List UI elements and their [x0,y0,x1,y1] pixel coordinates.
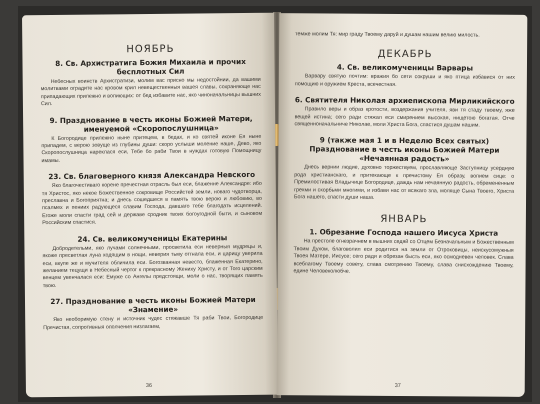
section-heading: 24. Св. великомученицы Екатерины [77,232,228,244]
right-page-content [293,23,516,389]
section-heading: 9 (также мая 1 и в Неделю Всех святых) Празднование в честь иконы Божией Матери «Нечаянная радость» [309,135,500,164]
left-page [22,13,278,398]
right-page [277,13,528,397]
month-heading: ЯНВАРЬ [380,214,428,226]
section-heading: 27. Празднование в честь иконы Божией Матери «Знамение» [50,295,256,315]
troparion-text: Варвару святую почтим: вражия бо сети сокруши и яко птица избавися от них помощию и оружием Креста, всечестная. [294,73,515,88]
troparion-text: На престоле огнезрачнем в вышних седяй со Отцем Безначальным и Божественным Твоим Духом, благоволил еси родитися на земли от Отроковицы, неискусомужныя Твоея Матере, Иисусе; сего ради и обрезан бысть еси, яко осмодневен человек. Слава всеблагому Твоему совету, слава смотрению Твоему, слава снисхождению Твоему, едине Человеколюбче. [293,238,514,275]
section-heading: 6. Святителя Николая архиепископа Мирликийского [294,95,515,107]
month-heading: ДЕКАБРЬ [377,49,433,61]
troparion-text: Яко благочестиваго корене пречестная отрасль был еси, блаженне Александре: ибо тя Христос, яко некое Божественное сокровище Российстей земли, новаго чудотворца, преславна и Богоприятна; и днесь сошедшеся в память твою верою и любовию, во псалмех и пениих радующеся славим Господа, давшаго тебе благодать исцелений. Егоже моли спасти град сей и державе сродник твоих богоугодной быти, и сыновом Российским спастися. [41,181,263,227]
section-heading: 8. Св. Архистратига Божия Михаила и прочих бесплотных Сил [55,56,246,77]
troparion-text: К Богородице прилежно ныне притецем, в бедах, и ко святей иконе Ея ныне припадем, с верою зовуще из глубины души: скоро услыши моление наше, Дево, яко Скоропослушница нареклася еси, Тебе бо раби Твои в нуждах готовую Помощницу имамы. [41,133,262,164]
page-number: 36 [145,382,153,390]
section-heading: 23. Св. благоверного князя Александра Невского [48,170,256,182]
open-book [18,6,532,402]
page-number: 37 [394,382,401,389]
troparion-text: Добродетельми, яко лучами солнечными, просветила еси неверныя мудрецы и, якоже пресветлая луна ходящим в нощи, неверия тьму отгнала еси, и царицу уверила еси, вкупе же и мучителя обличила еси. Богозванная невесто, блаженная Екатерино, желанием тецущи в Небесный чертог к прекрасному Жениху Христу, и от Того царским венцем увенчалася еси: Емуже со Ангелы предстоящи, моли о нас, творящих память твою. [42,243,263,289]
section-heading: 9. Празднование в честь иконы Божией Матери, именуемой «Скоропослушница» [49,113,253,134]
continued-text: темже молим Тя: мир граду Твоему даруй и душам нашим велию милость. [295,31,480,39]
section-heading: 4. Св. великомученицы Варвары [336,62,474,73]
left-page-content [40,23,264,389]
section-heading: 1. Обрезание Господа нашего Иисуса Христа [309,227,499,239]
month-heading: НОЯБРЬ [126,43,175,56]
troparion-text: Днесь вернии людие, духовно торжествуем, прославляюще Заступницу усердную рода христианскаго, и притекающе к пречистому Ея образу, вопием сице: о Премилостивая Владычице Богородице, даждь нам нечаянную радость, обремененным грехми и скорбьми многими, и избави нас от всякаго зла, моляще Сына Твоего, Христа Бога нашего, спасти души наша. [294,164,515,201]
troparion-text: Небесных воинств Архистратизи, молим вас присно мы недостойнии, да вашими молитвами оградите нас кровом крил невещественныя вашея славы, сохраняюще нас припадающих прилежно и вопиющих: от бед избавите нас, яко чиноначальницы вышних Сил. [40,76,261,108]
troparion-text: Правило веры и образ кротости, воздержания учителя, яви тя стаду твоему, яже вещей истина; сего ради стяжал еси смирением высокая, нищетою богатая. Отче священноначальниче Николае, моли Христа Бога, спастися душам нашим. [294,106,515,129]
troparion-text: Яко необоримую стену и источник чудес стяжавше Тя раби Твои, Богородице Пречистая, сопротивныя ополчения низлагаем, [43,314,264,331]
